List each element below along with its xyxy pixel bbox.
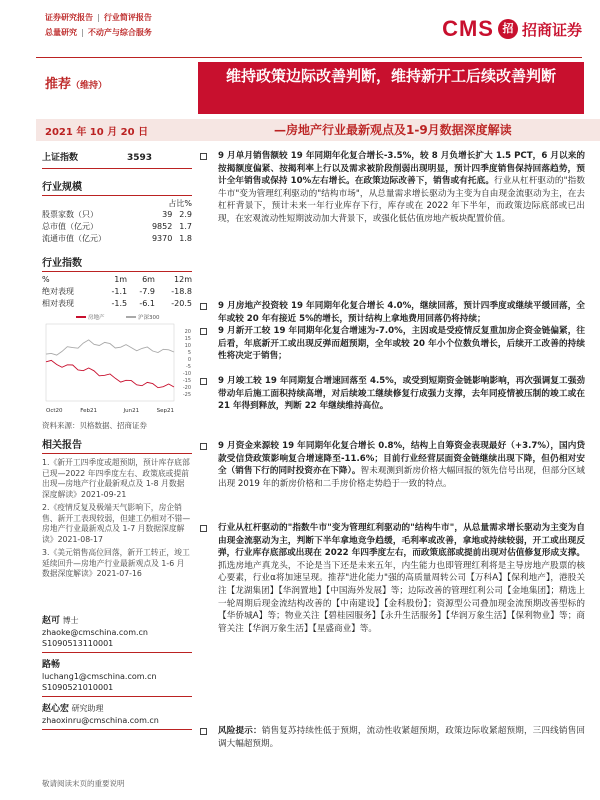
footer-note: 敬请阅读末页的重要说明 <box>42 779 125 788</box>
y-tick-label: -10 <box>182 371 191 377</box>
report-subtype: 行业简评报告 <box>103 13 152 22</box>
scale-label: 总市值（亿元） <box>42 222 98 231</box>
analyst-name: 赵心宏 <box>42 704 70 714</box>
scale-table <box>42 209 192 245</box>
paragraph-normal: 智未观测到新房价格大幅回报的领先信号出现，但部分区域出现 2019 年的新房价格和二手房价格走势趋于一致的特点。 <box>218 466 585 489</box>
scale-row <box>42 233 192 245</box>
perf-header: 12m <box>174 275 192 284</box>
analysts <box>42 615 192 736</box>
analyst-divider <box>42 696 192 697</box>
body-paragraph <box>200 300 585 325</box>
paragraph-bold: 行业从杠杆驱动的"指数牛市"变为管理红利驱动的"结构牛市"，从总量需求增长驱动为主变为自由现金流驱动为主，判断下半年拿地竞争趋缓，毛利率或改善，拿地或持续较弱，开工或出现反弹，行业库存底部或出现在 2022 年四季度左右，而政策底部或提前出现对估值修复形成支撑。 <box>218 523 585 559</box>
perf-value: -6.1 <box>139 299 155 308</box>
paragraph-text <box>218 150 585 226</box>
perf-row <box>42 298 192 310</box>
scale-value: 39 <box>162 210 173 219</box>
paragraph-text <box>218 440 585 490</box>
scale-row <box>42 221 192 233</box>
logo-badge-icon: 招 <box>498 19 518 39</box>
perf-header: 6m <box>142 275 155 284</box>
series-line-real-estate <box>46 360 174 387</box>
scale-row <box>42 209 192 221</box>
x-tick-label: Jun21 <box>123 408 140 414</box>
y-tick-label: -25 <box>182 392 191 398</box>
paragraph-bold: 9 月资金来源较 19 年同期年化复合增长 0.8%，结构上自筹资金表现最好（+3.7%），国内贷款受信贷政策影响复合增速降至-11.6%；目前行业经营层面资金链继续出现下降，但仍相对安全（销售下行的同时投资亦在下降）。 <box>218 441 585 477</box>
scale-pct: 2.9 <box>179 210 192 219</box>
paragraph-bold: 9 月单月销售额较 19 年同期年化复合增长-3.5%，较 8 月负增长扩大 1.5 PCT，6 月以来的按揭额度偏紧、按揭利率上行以及需求被阶段削弱出现明显，预计四季度销售保持回落趋势，预计全年销售或保持 10%左右增长。在政策边际改善下，销售或有托底。 <box>218 151 585 187</box>
analyst-card <box>42 659 192 697</box>
report-type: 证券研究报告 <box>45 13 93 22</box>
scale-label: 流通市值（亿元） <box>42 234 106 243</box>
paragraph-text <box>218 300 585 325</box>
perf-value: -1.1 <box>111 287 128 296</box>
y-tick-label: 10 <box>184 343 191 349</box>
industry-scale: 行业规模 占比% 股票家数（只） 39 2.9 总市值（亿元） 9852 1.7 流通市值（亿元） 9370 1.8 <box>42 178 192 245</box>
paragraph-text <box>218 325 585 363</box>
analyst-card <box>42 703 192 730</box>
perf-label: 绝对表现 <box>42 287 74 296</box>
industry-name: 不动产与综合服务 <box>87 28 152 37</box>
analyst-license: S1090521010001 <box>42 683 114 692</box>
y-tick-label: -5 <box>186 364 191 370</box>
analyst-email[interactable]: zhaoke@cmschina.com.cn <box>42 628 148 637</box>
paragraph-normal: 抓选房地产真龙头，不论是当下还是未来五年，内生能力也即管理红利将是主导房地产股票的核心要素，行业α将加速呈现。推荐"进化能力"强的高质量周转公司【万科A】【保利地产】，港股关注【龙湖集团】【华润置地】【中国海外发展】等；边际改善的管理红利公司【金地集团】；精选上一轮周期后现金流结构改善的【中南建设】【金科股份】；资源型公司叠加现金流预期改善型标的【华侨城A】等；物业关注【碧桂园服务】【永升生活服务】【华润万象生活】【保利物业】等；商管关注【华润万象生活】【星盛商业】等。 <box>218 560 585 634</box>
perf-header: 1m <box>114 275 128 284</box>
legend-label: 房地产 <box>88 315 105 321</box>
index-block: 上证指数 3593 <box>42 152 192 169</box>
analyst-card <box>42 615 192 653</box>
perf-row <box>42 286 192 298</box>
bullet-square-icon <box>200 328 207 335</box>
analyst-email[interactable]: luchang1@cmschina.com.cn <box>42 672 157 681</box>
bullet-square-icon <box>200 525 207 532</box>
paragraph-bold: 风险提示： <box>218 726 262 736</box>
line-chart-svg <box>42 310 192 415</box>
related-report-item[interactable]: 1.《新开工四季度或超预期，预计库存底部已现—2022 年四季度左右、政策底或提前出现—房地产行业最新观点及 1-8 月数据深度解读》2021-09-21 <box>42 458 190 499</box>
perf-value: -1.5 <box>111 299 128 308</box>
x-tick-label: Sep21 <box>156 408 174 414</box>
header-line-1: 证券研究报告 | 行业简评报告 <box>45 13 152 22</box>
header-divider <box>36 57 582 58</box>
y-tick-label: 0 <box>187 357 191 363</box>
y-tick-label: -20 <box>182 385 191 391</box>
analyst-divider <box>42 729 192 730</box>
body-paragraph <box>200 725 585 750</box>
paragraph-normal: 行业从杠杆驱动的"指数牛市"变为管理红利驱动的"结构市场"，从总量需求增长驱动为主变为自由现金流驱动为主，在去杠杆背景下，预计未来一年行业库存下行，库存或在 2022 年下半年，而政策边际底部或已出现，在宏观流动性短期波动加大背景下，或强化低估值房地产板块配置价值。 <box>218 176 585 224</box>
body-paragraph <box>200 375 585 413</box>
cms-logo: CMS 招 招商证券 <box>442 16 582 41</box>
bullet-square-icon <box>200 153 207 160</box>
analyst-name: 路畅 <box>42 660 61 670</box>
analyst-name-line <box>42 703 192 715</box>
scale-pct: 1.7 <box>179 222 192 231</box>
analyst-divider <box>42 652 192 653</box>
chart-frame <box>46 324 174 401</box>
y-tick-label: -15 <box>182 378 191 384</box>
industry-performance: 行业指数 % 1m 6m 12m 绝对表现 -1.1 -7.9 -18.8 相对表现 -1.5 -6.1 -20.5 <box>42 254 192 310</box>
scale-label: 股票家数（只） <box>42 210 98 219</box>
scale-value: 9852 <box>151 222 173 231</box>
report-date: 2021 年 10 月 20 日 <box>45 127 149 138</box>
bullet-square-icon <box>200 728 207 735</box>
paragraph-text <box>218 725 585 750</box>
related-report-item[interactable]: 2.《疫情反复及极端天气影响下，房企销售、新开工表现较弱，但建工仍相对不错—房地产行业最新观点及 1-7 月数据深度解读》2021-08-17 <box>42 503 191 544</box>
report-subtitle: —房地产行业最新观点及1-9月数据深度解读 <box>274 123 512 137</box>
scale-value: 9370 <box>151 234 173 243</box>
paragraph-bold: 9 月新开工较 19 年同期年化复合增速为-7.0%，主因或是受疫情反复重加房企资金链偏紧，往后看，年底新开工或出现反弹而超预期，全年或较 20 年小个位数负增长，后续开工改善的持续性将决定于销售； <box>218 326 585 362</box>
bullet-square-icon <box>200 303 207 310</box>
header-line-2: 总量研究 | 不动产与综合服务 <box>45 28 152 37</box>
perf-table <box>42 274 192 310</box>
related-report-item[interactable]: 3.《美元销售高位回落，新开工转正，竣工延续回升—房地产行业最新观点及 1-6 月数据深度解读》2021-07-16 <box>42 548 190 578</box>
report-title: 维持政策边际改善判断，维持新开工后续改善判断 <box>198 62 584 114</box>
rating: 推荐（维持） <box>45 77 108 92</box>
paragraph-normal: 销售复苏持续性低于预期，流动性收紧超预期，政策边际收紧超预期，三四线销售回调大幅超预期。 <box>218 726 585 749</box>
paragraph-text <box>218 375 585 413</box>
paragraph-bold: 9 月房地产投资较 19 年同期年化复合增长 4.0%，继续回落，预计四季度或继续平缓回落，全年或较 20 年有接近 5%的增长，预计结构上拿地费用回落仍将持续； <box>218 301 585 324</box>
perf-value: -7.9 <box>139 287 155 296</box>
x-tick-label: Oct20 <box>46 408 63 414</box>
analyst-role: 博士 <box>62 616 79 625</box>
analyst-role: 研究助理 <box>71 704 104 713</box>
y-tick-label: 20 <box>184 329 191 335</box>
analyst-name: 赵可 <box>42 616 61 626</box>
perf-label: 相对表现 <box>42 299 74 308</box>
research-category: 总量研究 <box>45 28 77 37</box>
analyst-name-line <box>42 659 192 671</box>
body-paragraph <box>200 440 585 490</box>
perf-header: % <box>42 275 50 284</box>
body-paragraph <box>200 150 585 226</box>
main-body <box>200 150 585 770</box>
bullet-square-icon <box>200 443 207 450</box>
body-paragraph <box>200 522 585 635</box>
perf-value: -20.5 <box>171 299 192 308</box>
performance-chart <box>42 310 192 415</box>
paragraph-text <box>218 522 585 635</box>
scale-pct: 1.8 <box>179 234 192 243</box>
analyst-name-line <box>42 615 192 627</box>
y-tick-label: 15 <box>184 336 191 342</box>
x-tick-label: Feb21 <box>80 408 98 414</box>
series-line-csi300 <box>46 340 174 355</box>
perf-value: -18.8 <box>171 287 192 296</box>
chart-source: 资料来源：贝格数据、招商证券 <box>42 421 147 430</box>
paragraph-bold: 9 月竣工较 19 年同期复合增速回落至 4.5%，或受到短期资金链影响影响，再次强调复工强劲带动年后施工面积持续高增，对后续竣工继续修复行成强力支撑，去年同疫情被压制的竣工或在 21 年得到释放，判断 22 年继续维持高位。 <box>218 376 585 412</box>
related-reports: 相关报告 1.《新开工四季度或超预期，预计库存底部已现—2022 年四季度左右、政策底或提前出现—房地产行业最新观点及 1-8 月数据深度解读》2021-09-21 2.《疫情反复及极端天气影响下，房企销售、新开工表现较弱，但建工仍相对不错—房地产行业最新观点及 1-7 月数据深度解读》2021-08-17 3.《美元销售高位回落，新开工转正，竣工延续回升—房地产行业最新观点及 1-6 月数据深度解读》2021-07-16 <box>42 436 192 583</box>
y-tick-label: 5 <box>187 350 191 356</box>
body-paragraph <box>200 325 585 363</box>
analyst-license: S1090513110001 <box>42 639 114 648</box>
bullet-square-icon <box>200 378 207 385</box>
analyst-email[interactable]: zhaoxinru@cmschina.com.cn <box>42 716 159 725</box>
legend-label: 沪深300 <box>138 315 160 321</box>
